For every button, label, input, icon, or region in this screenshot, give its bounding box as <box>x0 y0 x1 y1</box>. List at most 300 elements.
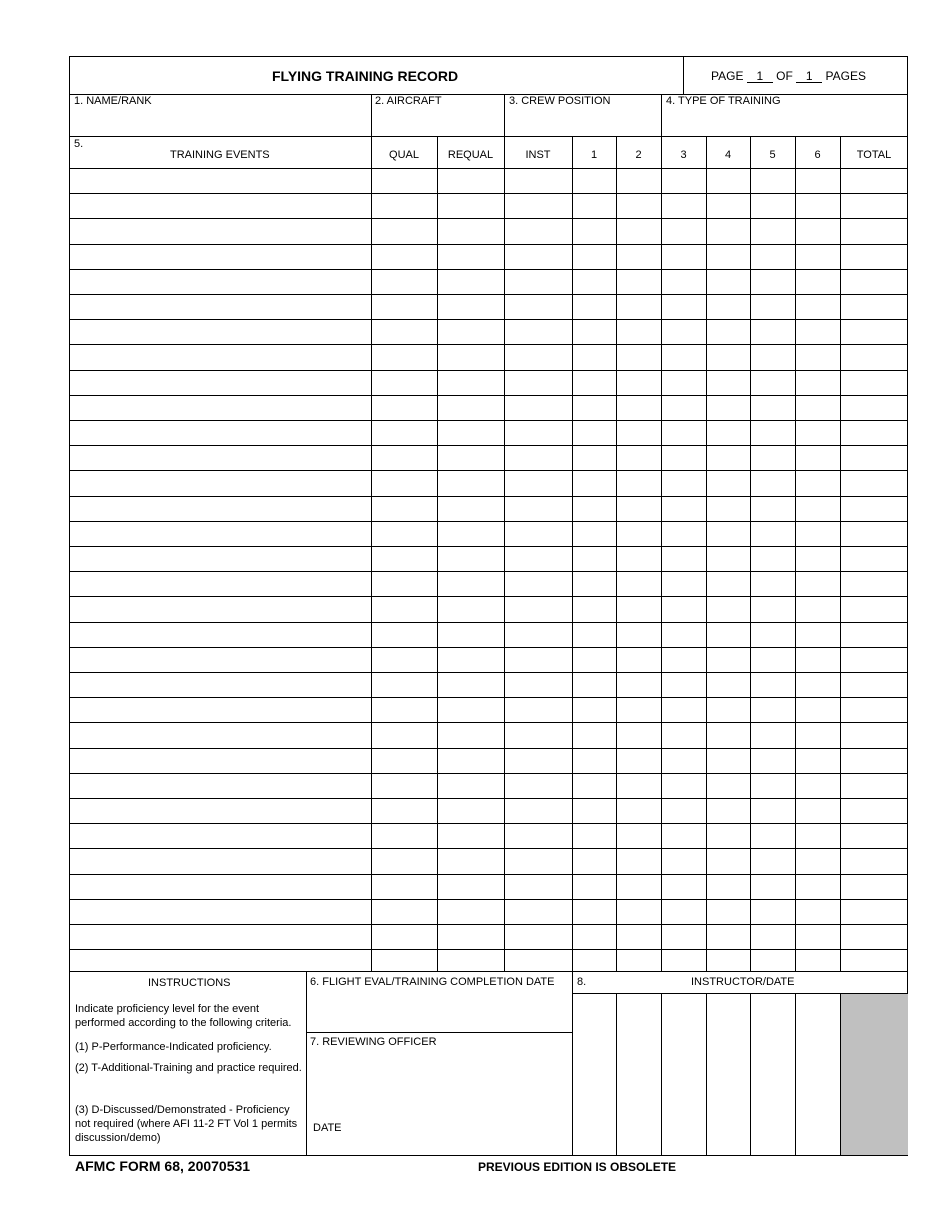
grade-cell-6[interactable] <box>796 647 840 672</box>
type-of-training-input[interactable] <box>662 108 907 135</box>
grade-cell-qual[interactable] <box>372 672 437 697</box>
grade-cell-1[interactable] <box>573 672 616 697</box>
instructor-date-cell[interactable] <box>796 994 840 1155</box>
grade-cell-3[interactable] <box>662 319 706 344</box>
grade-cell-6[interactable] <box>796 722 840 748</box>
grade-cell-2[interactable] <box>617 899 661 924</box>
grade-cell-3[interactable] <box>662 244 706 269</box>
grade-cell-4[interactable] <box>707 496 750 521</box>
grade-cell-inst[interactable] <box>505 395 572 420</box>
grade-cell-2[interactable] <box>617 672 661 697</box>
grade-cell-qual[interactable] <box>372 899 437 924</box>
grade-cell-inst[interactable] <box>505 244 572 269</box>
grade-cell-6[interactable] <box>796 773 840 798</box>
grade-cell-1[interactable] <box>573 823 616 848</box>
grade-cell-6[interactable] <box>796 168 840 193</box>
grade-cell-1[interactable] <box>573 168 616 193</box>
grade-cell-2[interactable] <box>617 546 661 571</box>
grade-cell-4[interactable] <box>707 798 750 823</box>
grade-cell-requal[interactable] <box>438 571 504 596</box>
grade-cell-2[interactable] <box>617 370 661 395</box>
grade-cell-qual[interactable] <box>372 848 437 874</box>
grade-cell-4[interactable] <box>707 899 750 924</box>
grade-cell-3[interactable] <box>662 571 706 596</box>
grade-cell-5[interactable] <box>751 294 795 319</box>
grade-cell-3[interactable] <box>662 798 706 823</box>
grade-cell-qual[interactable] <box>372 344 437 370</box>
grade-cell-6[interactable] <box>796 546 840 571</box>
grade-cell-6[interactable] <box>796 319 840 344</box>
grade-cell-total[interactable] <box>841 370 908 395</box>
grade-cell-4[interactable] <box>707 647 750 672</box>
grade-cell-inst[interactable] <box>505 218 572 244</box>
grade-cell-3[interactable] <box>662 344 706 370</box>
grade-cell-total[interactable] <box>841 722 908 748</box>
grade-cell-5[interactable] <box>751 773 795 798</box>
grade-cell-requal[interactable] <box>438 168 504 193</box>
grade-cell-3[interactable] <box>662 672 706 697</box>
grade-cell-5[interactable] <box>751 193 795 218</box>
grade-cell-1[interactable] <box>573 798 616 823</box>
grade-cell-6[interactable] <box>796 798 840 823</box>
grade-cell-1[interactable] <box>573 344 616 370</box>
grade-cell-2[interactable] <box>617 596 661 622</box>
grade-cell-5[interactable] <box>751 672 795 697</box>
grade-cell-inst[interactable] <box>505 521 572 546</box>
grade-cell-1[interactable] <box>573 874 616 899</box>
grade-cell-total[interactable] <box>841 470 908 496</box>
grade-cell-inst[interactable] <box>505 168 572 193</box>
grade-cell-4[interactable] <box>707 319 750 344</box>
instructor-date-cell[interactable] <box>573 994 616 1155</box>
grade-cell-3[interactable] <box>662 420 706 445</box>
grade-cell-requal[interactable] <box>438 244 504 269</box>
grade-cell-6[interactable] <box>796 294 840 319</box>
grade-cell-total[interactable] <box>841 571 908 596</box>
grade-cell-4[interactable] <box>707 420 750 445</box>
grade-cell-4[interactable] <box>707 848 750 874</box>
grade-cell-4[interactable] <box>707 546 750 571</box>
grade-cell-inst[interactable] <box>505 874 572 899</box>
grade-cell-2[interactable] <box>617 773 661 798</box>
training-event-input[interactable] <box>70 546 370 571</box>
grade-cell-2[interactable] <box>617 521 661 546</box>
grade-cell-6[interactable] <box>796 748 840 773</box>
grade-cell-6[interactable] <box>796 193 840 218</box>
grade-cell-5[interactable] <box>751 445 795 470</box>
grade-cell-1[interactable] <box>573 697 616 722</box>
crew-position-input[interactable] <box>505 108 660 135</box>
training-event-input[interactable] <box>70 899 370 924</box>
grade-cell-2[interactable] <box>617 193 661 218</box>
grade-cell-2[interactable] <box>617 344 661 370</box>
grade-cell-inst[interactable] <box>505 269 572 294</box>
grade-cell-3[interactable] <box>662 697 706 722</box>
training-event-input[interactable] <box>70 697 370 722</box>
grade-cell-inst[interactable] <box>505 647 572 672</box>
grade-cell-4[interactable] <box>707 244 750 269</box>
grade-cell-5[interactable] <box>751 496 795 521</box>
grade-cell-5[interactable] <box>751 319 795 344</box>
grade-cell-3[interactable] <box>662 546 706 571</box>
grade-cell-5[interactable] <box>751 571 795 596</box>
training-event-input[interactable] <box>70 395 370 420</box>
training-event-input[interactable] <box>70 218 370 244</box>
grade-cell-requal[interactable] <box>438 218 504 244</box>
grade-cell-6[interactable] <box>796 470 840 496</box>
grade-cell-total[interactable] <box>841 193 908 218</box>
grade-cell-total[interactable] <box>841 269 908 294</box>
grade-cell-total[interactable] <box>841 672 908 697</box>
grade-cell-qual[interactable] <box>372 748 437 773</box>
grade-cell-4[interactable] <box>707 521 750 546</box>
grade-cell-qual[interactable] <box>372 773 437 798</box>
grade-cell-6[interactable] <box>796 370 840 395</box>
training-event-input[interactable] <box>70 823 370 848</box>
grade-cell-4[interactable] <box>707 748 750 773</box>
grade-cell-total[interactable] <box>841 647 908 672</box>
grade-cell-2[interactable] <box>617 395 661 420</box>
grade-cell-2[interactable] <box>617 622 661 647</box>
grade-cell-requal[interactable] <box>438 319 504 344</box>
grade-cell-1[interactable] <box>573 294 616 319</box>
grade-cell-inst[interactable] <box>505 344 572 370</box>
grade-cell-5[interactable] <box>751 823 795 848</box>
training-event-input[interactable] <box>70 924 370 949</box>
grade-cell-total[interactable] <box>841 546 908 571</box>
grade-cell-inst[interactable] <box>505 722 572 748</box>
grade-cell-1[interactable] <box>573 773 616 798</box>
training-event-input[interactable] <box>70 445 370 470</box>
grade-cell-4[interactable] <box>707 193 750 218</box>
grade-cell-3[interactable] <box>662 269 706 294</box>
grade-cell-3[interactable] <box>662 823 706 848</box>
grade-cell-3[interactable] <box>662 722 706 748</box>
grade-cell-5[interactable] <box>751 370 795 395</box>
grade-cell-requal[interactable] <box>438 420 504 445</box>
grade-cell-requal[interactable] <box>438 722 504 748</box>
grade-cell-total[interactable] <box>841 218 908 244</box>
instructor-date-cell[interactable] <box>707 994 750 1155</box>
training-event-input[interactable] <box>70 571 370 596</box>
grade-cell-6[interactable] <box>796 521 840 546</box>
grade-cell-2[interactable] <box>617 319 661 344</box>
grade-cell-2[interactable] <box>617 420 661 445</box>
instructor-date-cell[interactable] <box>751 994 795 1155</box>
training-event-input[interactable] <box>70 344 370 370</box>
grade-cell-3[interactable] <box>662 647 706 672</box>
grade-cell-5[interactable] <box>751 168 795 193</box>
grade-cell-requal[interactable] <box>438 294 504 319</box>
grade-cell-total[interactable] <box>841 496 908 521</box>
grade-cell-1[interactable] <box>573 470 616 496</box>
training-event-input[interactable] <box>70 622 370 647</box>
reviewing-date-input[interactable] <box>345 1116 571 1154</box>
grade-cell-requal[interactable] <box>438 546 504 571</box>
grade-cell-5[interactable] <box>751 218 795 244</box>
training-event-input[interactable] <box>70 798 370 823</box>
grade-cell-5[interactable] <box>751 848 795 874</box>
grade-cell-total[interactable] <box>841 395 908 420</box>
grade-cell-2[interactable] <box>617 294 661 319</box>
grade-cell-5[interactable] <box>751 546 795 571</box>
grade-cell-4[interactable] <box>707 773 750 798</box>
grade-cell-inst[interactable] <box>505 823 572 848</box>
grade-cell-inst[interactable] <box>505 496 572 521</box>
grade-cell-total[interactable] <box>841 622 908 647</box>
grade-cell-3[interactable] <box>662 622 706 647</box>
grade-cell-6[interactable] <box>796 445 840 470</box>
grade-cell-total[interactable] <box>841 773 908 798</box>
grade-cell-qual[interactable] <box>372 294 437 319</box>
training-event-input[interactable] <box>70 370 370 395</box>
grade-cell-total[interactable] <box>841 874 908 899</box>
grade-cell-5[interactable] <box>751 647 795 672</box>
grade-cell-2[interactable] <box>617 168 661 193</box>
grade-cell-requal[interactable] <box>438 773 504 798</box>
grade-cell-total[interactable] <box>841 244 908 269</box>
grade-cell-4[interactable] <box>707 218 750 244</box>
grade-cell-4[interactable] <box>707 596 750 622</box>
grade-cell-1[interactable] <box>573 748 616 773</box>
grade-cell-3[interactable] <box>662 874 706 899</box>
grade-cell-5[interactable] <box>751 622 795 647</box>
grade-cell-4[interactable] <box>707 445 750 470</box>
grade-cell-2[interactable] <box>617 924 661 949</box>
grade-cell-1[interactable] <box>573 420 616 445</box>
grade-cell-3[interactable] <box>662 470 706 496</box>
grade-cell-3[interactable] <box>662 168 706 193</box>
grade-cell-1[interactable] <box>573 899 616 924</box>
grade-cell-qual[interactable] <box>372 647 437 672</box>
grade-cell-requal[interactable] <box>438 647 504 672</box>
grade-cell-1[interactable] <box>573 546 616 571</box>
training-event-input[interactable] <box>70 193 370 218</box>
grade-cell-1[interactable] <box>573 395 616 420</box>
grade-cell-6[interactable] <box>796 697 840 722</box>
grade-cell-5[interactable] <box>751 269 795 294</box>
grade-cell-qual[interactable] <box>372 571 437 596</box>
grade-cell-inst[interactable] <box>505 571 572 596</box>
grade-cell-6[interactable] <box>796 848 840 874</box>
grade-cell-inst[interactable] <box>505 899 572 924</box>
grade-cell-2[interactable] <box>617 722 661 748</box>
grade-cell-4[interactable] <box>707 168 750 193</box>
grade-cell-inst[interactable] <box>505 294 572 319</box>
grade-cell-requal[interactable] <box>438 924 504 949</box>
grade-cell-1[interactable] <box>573 370 616 395</box>
grade-cell-1[interactable] <box>573 521 616 546</box>
grade-cell-qual[interactable] <box>372 319 437 344</box>
grade-cell-5[interactable] <box>751 244 795 269</box>
training-event-input[interactable] <box>70 319 370 344</box>
grade-cell-2[interactable] <box>617 445 661 470</box>
grade-cell-requal[interactable] <box>438 395 504 420</box>
grade-cell-inst[interactable] <box>505 546 572 571</box>
grade-cell-4[interactable] <box>707 622 750 647</box>
grade-cell-6[interactable] <box>796 395 840 420</box>
grade-cell-6[interactable] <box>796 899 840 924</box>
grade-cell-qual[interactable] <box>372 218 437 244</box>
grade-cell-qual[interactable] <box>372 874 437 899</box>
grade-cell-1[interactable] <box>573 647 616 672</box>
grade-cell-5[interactable] <box>751 924 795 949</box>
grade-cell-qual[interactable] <box>372 370 437 395</box>
grade-cell-2[interactable] <box>617 218 661 244</box>
grade-cell-4[interactable] <box>707 924 750 949</box>
grade-cell-qual[interactable] <box>372 596 437 622</box>
grade-cell-total[interactable] <box>841 899 908 924</box>
grade-cell-3[interactable] <box>662 294 706 319</box>
grade-cell-qual[interactable] <box>372 420 437 445</box>
grade-cell-5[interactable] <box>751 395 795 420</box>
name-rank-input[interactable] <box>70 108 370 135</box>
grade-cell-total[interactable] <box>841 294 908 319</box>
grade-cell-total[interactable] <box>841 697 908 722</box>
grade-cell-2[interactable] <box>617 244 661 269</box>
grade-cell-requal[interactable] <box>438 848 504 874</box>
grade-cell-inst[interactable] <box>505 773 572 798</box>
training-event-input[interactable] <box>70 294 370 319</box>
grade-cell-6[interactable] <box>796 269 840 294</box>
grade-cell-4[interactable] <box>707 823 750 848</box>
grade-cell-6[interactable] <box>796 344 840 370</box>
grade-cell-6[interactable] <box>796 622 840 647</box>
grade-cell-3[interactable] <box>662 445 706 470</box>
grade-cell-inst[interactable] <box>505 697 572 722</box>
training-event-input[interactable] <box>70 874 370 899</box>
grade-cell-total[interactable] <box>841 823 908 848</box>
grade-cell-6[interactable] <box>796 596 840 622</box>
grade-cell-qual[interactable] <box>372 622 437 647</box>
grade-cell-5[interactable] <box>751 748 795 773</box>
grade-cell-4[interactable] <box>707 344 750 370</box>
grade-cell-3[interactable] <box>662 848 706 874</box>
grade-cell-total[interactable] <box>841 798 908 823</box>
grade-cell-requal[interactable] <box>438 344 504 370</box>
grade-cell-qual[interactable] <box>372 798 437 823</box>
grade-cell-5[interactable] <box>751 899 795 924</box>
grade-cell-3[interactable] <box>662 496 706 521</box>
grade-cell-5[interactable] <box>751 420 795 445</box>
grade-cell-total[interactable] <box>841 748 908 773</box>
grade-cell-6[interactable] <box>796 672 840 697</box>
grade-cell-qual[interactable] <box>372 193 437 218</box>
grade-cell-1[interactable] <box>573 924 616 949</box>
training-event-input[interactable] <box>70 269 370 294</box>
grade-cell-4[interactable] <box>707 697 750 722</box>
grade-cell-requal[interactable] <box>438 899 504 924</box>
grade-cell-5[interactable] <box>751 596 795 622</box>
grade-cell-4[interactable] <box>707 571 750 596</box>
grade-cell-4[interactable] <box>707 269 750 294</box>
grade-cell-2[interactable] <box>617 848 661 874</box>
grade-cell-6[interactable] <box>796 420 840 445</box>
grade-cell-inst[interactable] <box>505 622 572 647</box>
grade-cell-5[interactable] <box>751 521 795 546</box>
grade-cell-2[interactable] <box>617 697 661 722</box>
grade-cell-requal[interactable] <box>438 622 504 647</box>
aircraft-input[interactable] <box>372 108 503 135</box>
grade-cell-3[interactable] <box>662 596 706 622</box>
grade-cell-qual[interactable] <box>372 269 437 294</box>
grade-cell-requal[interactable] <box>438 798 504 823</box>
grade-cell-6[interactable] <box>796 496 840 521</box>
grade-cell-qual[interactable] <box>372 244 437 269</box>
grade-cell-inst[interactable] <box>505 370 572 395</box>
grade-cell-1[interactable] <box>573 319 616 344</box>
grade-cell-3[interactable] <box>662 218 706 244</box>
grade-cell-requal[interactable] <box>438 193 504 218</box>
grade-cell-qual[interactable] <box>372 722 437 748</box>
grade-cell-qual[interactable] <box>372 168 437 193</box>
training-event-input[interactable] <box>70 672 370 697</box>
training-event-input[interactable] <box>70 470 370 496</box>
grade-cell-inst[interactable] <box>505 924 572 949</box>
grade-cell-qual[interactable] <box>372 546 437 571</box>
grade-cell-1[interactable] <box>573 596 616 622</box>
grade-cell-1[interactable] <box>573 722 616 748</box>
grade-cell-6[interactable] <box>796 218 840 244</box>
grade-cell-total[interactable] <box>841 521 908 546</box>
grade-cell-1[interactable] <box>573 445 616 470</box>
grade-cell-inst[interactable] <box>505 748 572 773</box>
grade-cell-6[interactable] <box>796 823 840 848</box>
grade-cell-requal[interactable] <box>438 470 504 496</box>
instructor-date-cell[interactable] <box>617 994 661 1155</box>
grade-cell-5[interactable] <box>751 344 795 370</box>
grade-cell-6[interactable] <box>796 244 840 269</box>
grade-cell-total[interactable] <box>841 445 908 470</box>
grade-cell-qual[interactable] <box>372 445 437 470</box>
grade-cell-requal[interactable] <box>438 748 504 773</box>
grade-cell-requal[interactable] <box>438 697 504 722</box>
training-event-input[interactable] <box>70 420 370 445</box>
grade-cell-4[interactable] <box>707 672 750 697</box>
training-event-input[interactable] <box>70 848 370 874</box>
grade-cell-qual[interactable] <box>372 470 437 496</box>
grade-cell-requal[interactable] <box>438 596 504 622</box>
training-event-input[interactable] <box>70 596 370 622</box>
grade-cell-2[interactable] <box>617 496 661 521</box>
grade-cell-inst[interactable] <box>505 470 572 496</box>
grade-cell-qual[interactable] <box>372 924 437 949</box>
instructor-date-cell[interactable] <box>662 994 706 1155</box>
grade-cell-2[interactable] <box>617 470 661 496</box>
reviewing-officer-input[interactable] <box>307 1052 571 1114</box>
grade-cell-requal[interactable] <box>438 445 504 470</box>
grade-cell-6[interactable] <box>796 571 840 596</box>
grade-cell-inst[interactable] <box>505 319 572 344</box>
grade-cell-6[interactable] <box>796 874 840 899</box>
grade-cell-qual[interactable] <box>372 395 437 420</box>
grade-cell-total[interactable] <box>841 848 908 874</box>
grade-cell-5[interactable] <box>751 798 795 823</box>
grade-cell-inst[interactable] <box>505 420 572 445</box>
grade-cell-1[interactable] <box>573 496 616 521</box>
grade-cell-inst[interactable] <box>505 445 572 470</box>
grade-cell-4[interactable] <box>707 722 750 748</box>
grade-cell-qual[interactable] <box>372 521 437 546</box>
training-event-input[interactable] <box>70 496 370 521</box>
grade-cell-inst[interactable] <box>505 193 572 218</box>
grade-cell-3[interactable] <box>662 748 706 773</box>
training-event-input[interactable] <box>70 244 370 269</box>
grade-cell-requal[interactable] <box>438 521 504 546</box>
grade-cell-2[interactable] <box>617 748 661 773</box>
grade-cell-4[interactable] <box>707 370 750 395</box>
grade-cell-inst[interactable] <box>505 672 572 697</box>
